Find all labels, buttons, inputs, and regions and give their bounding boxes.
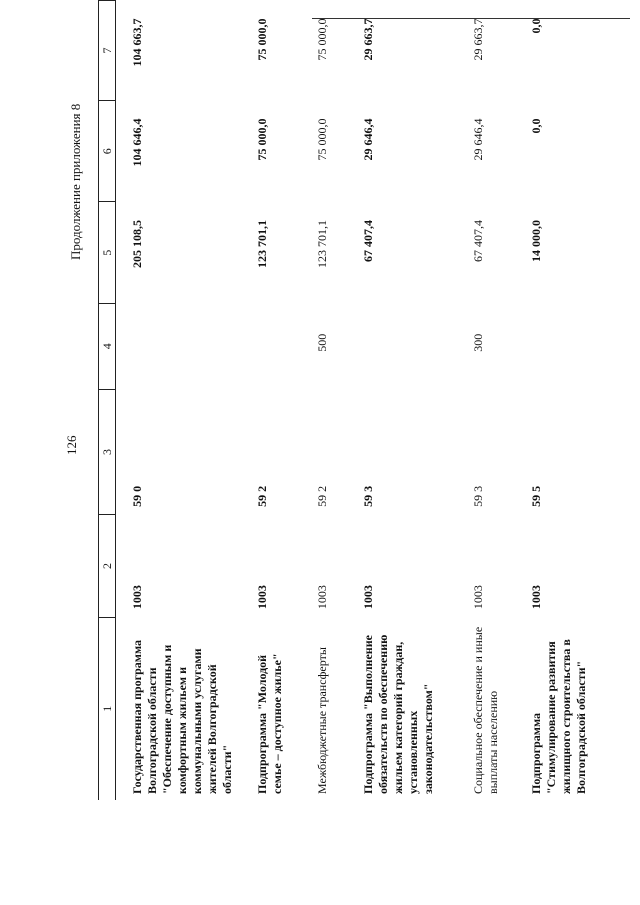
row-expense-type bbox=[347, 303, 457, 389]
table-header-row bbox=[99, 1, 116, 801]
row-amount-3: 104 663,7 bbox=[130, 18, 144, 67]
row-name: Государственная программа Волгоградской области "Обеспечение доступным и комфортным жильем и коммунальными услугами жителей Волгоградской области" bbox=[130, 639, 234, 794]
appendix-caption: Продолжение приложения 8 bbox=[68, 103, 83, 260]
row-amount-2: 0,0 bbox=[529, 118, 543, 134]
row-section-code: 1003 bbox=[361, 585, 375, 610]
row-program-code: 59 5 bbox=[529, 485, 543, 507]
table-row bbox=[116, 1, 242, 801]
row-name: Подпрограмма "Молодой семье – доступное жилье" bbox=[255, 653, 284, 794]
header-col-3: 3 bbox=[99, 389, 116, 515]
row-program-code: 59 0 bbox=[130, 485, 144, 507]
row-name: Подпрограмма "Стимулирование развития жилищного строительства в Волгоградской области" bbox=[529, 639, 588, 794]
page-number: 126 bbox=[64, 435, 79, 455]
row-program-code: 59 2 bbox=[315, 485, 329, 507]
budget-table bbox=[98, 0, 595, 800]
row-amount-1: 67 407,4 bbox=[471, 220, 485, 262]
row-amount-3: 75 000,0 bbox=[315, 18, 329, 61]
header-col-4: 4 bbox=[99, 303, 116, 389]
row-program-code: 59 3 bbox=[361, 485, 375, 507]
table-row bbox=[301, 1, 347, 801]
row-expense-type bbox=[515, 303, 595, 389]
table-row bbox=[241, 1, 301, 801]
row-section-code: 1003 bbox=[471, 585, 485, 610]
row-program-code: 59 3 bbox=[471, 485, 485, 507]
row-amount-3: 29 663,7 bbox=[361, 18, 375, 61]
row-name: Социальное обеспечение и иные выплаты населению bbox=[471, 626, 500, 794]
row-amount-2: 29 646,4 bbox=[361, 118, 375, 161]
row-amount-3: 29 663,7 bbox=[471, 18, 485, 61]
row-amount-2: 29 646,4 bbox=[471, 118, 485, 161]
row-section-code: 1003 bbox=[255, 585, 269, 610]
header-col-2: 2 bbox=[99, 515, 116, 617]
row-expense-type: 500 bbox=[315, 333, 329, 352]
row-expense-type: 300 bbox=[471, 333, 485, 352]
row-amount-2: 104 646,4 bbox=[130, 118, 144, 167]
row-amount-2: 75 000,0 bbox=[255, 118, 269, 161]
row-name: Подпрограмма "Выполнение обязательств по обеспечению жильем категорий граждан, установленных законодательством" bbox=[361, 634, 435, 794]
table-row bbox=[457, 1, 515, 801]
header-col-7: 7 bbox=[99, 1, 116, 101]
row-amount-3: 75 000,0 bbox=[255, 18, 269, 61]
row-name: Межбюджетные трансферты bbox=[315, 647, 329, 794]
row-section-code: 1003 bbox=[529, 585, 543, 610]
header-col-6: 6 bbox=[99, 101, 116, 202]
row-program-code: 59 2 bbox=[255, 485, 269, 507]
row-amount-1: 205 108,5 bbox=[130, 220, 144, 268]
row-amount-1: 123 701,1 bbox=[255, 220, 269, 268]
row-section-code: 1003 bbox=[130, 585, 144, 610]
row-amount-1: 123 701,1 bbox=[315, 220, 329, 268]
row-expense-type bbox=[241, 303, 301, 389]
row-amount-1: 14 000,0 bbox=[529, 220, 543, 262]
header-col-1: 1 bbox=[99, 617, 116, 800]
row-amount-2: 75 000,0 bbox=[315, 118, 329, 161]
row-amount-1: 67 407,4 bbox=[361, 220, 375, 262]
header-col-5: 5 bbox=[99, 202, 116, 303]
row-expense-type bbox=[116, 303, 242, 389]
table-row bbox=[515, 1, 595, 801]
row-section-code: 1003 bbox=[315, 585, 329, 610]
row-amount-3: 0,0 bbox=[529, 18, 543, 34]
table-row bbox=[347, 1, 457, 801]
